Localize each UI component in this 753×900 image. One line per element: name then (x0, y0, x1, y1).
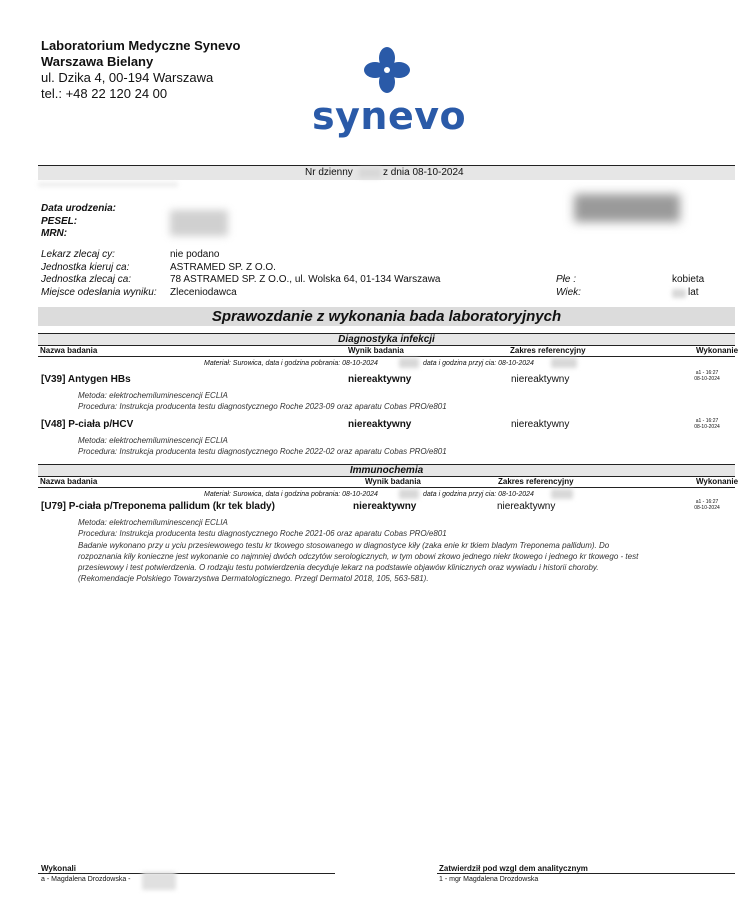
daily-number-label: Nr dzienny (305, 167, 353, 178)
material-received: data i godzina przyj cia: 08-10-2024 (423, 491, 534, 498)
lab-address: ul. Dzika 4, 00-194 Warszawa (41, 70, 214, 85)
col-range: Zakres referencyjny (510, 346, 586, 355)
test-method: Metoda: elektrochemiluminescencji ECLIA (78, 518, 228, 527)
doctor-value: nie podano (170, 249, 220, 260)
test-done (692, 371, 722, 382)
footer-divider (437, 873, 735, 874)
col-done: Wykonanie (696, 346, 739, 355)
ordering-label: Jednostka zlecaj ca: (41, 274, 132, 285)
test-procedure: Procedura: Instrukcja producenta testu diagnostycznego Roche 2023-09 oraz aparatu Cobas PRO/e801 (78, 402, 447, 411)
test-done-time: a1 - 16:27 (695, 499, 719, 505)
pesel-label: PESEL: (41, 215, 78, 227)
birth-label: Data urodzenia: (41, 203, 117, 214)
lab-phone: tel.: +48 22 120 24 00 (41, 86, 168, 101)
redacted-age (672, 289, 686, 298)
report-date: z dnia 08-10-2024 (383, 167, 464, 178)
redacted-time (399, 358, 419, 368)
approved-value: 1 - mgr Magdalena Drozdowska (439, 876, 539, 883)
synevo-logo (312, 44, 467, 139)
test-name: [V39] Antygen HBs (41, 374, 131, 385)
col-range: Zakres referencyjny (498, 477, 574, 486)
unit-value: ASTRAMED SP. Z O.O. (170, 262, 276, 273)
flower-icon (312, 44, 462, 96)
section-title-immunochemistry: Immunochemia (38, 464, 735, 477)
redacted-patient-name (574, 194, 680, 222)
test-done-time: a1 - 16:27 (695, 418, 719, 424)
test-done (692, 500, 722, 511)
col-result: Wynik badania (348, 346, 404, 355)
redacted-time (551, 358, 577, 368)
unit-label: Jednostka kieruj ca: (41, 262, 130, 273)
logo-text: synevo (312, 94, 467, 138)
material-received: data i godzina przyj cia: 08-10-2024 (423, 360, 534, 367)
performed-value: a - Magdalena Drozdowska - (41, 876, 131, 883)
test-note: Badanie wykonano przy u yciu przesiewowego testu kr tkowego stosowanego w diagnostyce kiły (zaka enie kr tkiem bladym Treponema pallidum). Do (78, 541, 610, 550)
section-title-infections: Diagnostyka infekcji (38, 333, 735, 346)
ordering-value: 78 ASTRAMED SP. Z O.O., ul. Wolska 64, 01-134 Warszawa (170, 274, 441, 285)
test-done-date: 08-10-2024 (694, 423, 720, 430)
send-value: Zleceniodawca (170, 287, 237, 298)
test-done (692, 419, 722, 430)
col-done: Wykonanie (696, 477, 739, 486)
test-name: [U79] P-ciała p/Treponema pallidum (kr tek blady) (41, 501, 275, 512)
performed-label: Wykonali (41, 864, 76, 873)
send-label: Miejsce odesłania wyniku: (41, 287, 157, 298)
lab-name (41, 38, 240, 70)
test-result: niereaktywny (348, 419, 412, 430)
test-range: niereaktywny (511, 419, 570, 430)
test-note: rozpoznania kiły konieczne jest wykonanie co najmniej dwóch odczytów serologicznych, w tym obowi zkowo jednego niekr tkowego i jednego kr tkowego - test (78, 552, 639, 561)
test-name: [V48] P-ciała p/HCV (41, 419, 134, 430)
sex-label: Płe : (556, 274, 577, 285)
column-headers (38, 477, 739, 488)
column-headers (38, 346, 739, 357)
sex-value: kobieta (672, 274, 705, 285)
col-name: Nazwa badania (40, 477, 98, 486)
test-result: niereaktywny (348, 374, 412, 385)
test-note: przesiewowy i test potwierdzenia. O rodzaju testu potwierdzenia decyduje lekarz na podstawie objawów klinicznych oraz wywiadu i historii choroby. (78, 563, 599, 572)
test-range: niereaktywny (511, 374, 570, 385)
redacted-time (551, 489, 573, 499)
test-note: (Rekomendacje Polskiego Towarzystwa Dermatologicznego. Przegl Dermatol 2018, 105, 563-581). (78, 574, 429, 583)
mrn-label: MRN: (41, 228, 68, 239)
redacted-patient-id (170, 210, 228, 236)
lab-name-line1: Laboratorium Medyczne Synevo (41, 38, 241, 53)
redacted-time (399, 489, 419, 499)
test-done-time: a1 - 16:27 (695, 370, 719, 376)
redacted-signature (142, 872, 176, 890)
test-range: niereaktywny (497, 501, 556, 512)
approved-label: Zatwierdził pod wzgl dem analitycznym (439, 864, 588, 873)
redacted-line (38, 182, 178, 187)
age-label: Wiek: (556, 287, 581, 298)
report-title-bar (38, 307, 735, 326)
material-info: Materiał: Surowica, data i godzina pobrania: 08-10-2024 (204, 491, 378, 498)
col-name: Nazwa badania (40, 346, 98, 355)
test-result: niereaktywny (353, 501, 417, 512)
test-done-date: 08-10-2024 (694, 504, 720, 511)
report-title: Sprawozdanie z wykonania bada laboratoryjnych (211, 308, 562, 325)
redacted-number (359, 168, 381, 178)
test-done-date: 08-10-2024 (694, 375, 720, 382)
lab-name-line2: Warszawa Bielany (41, 54, 154, 69)
col-result: Wynik badania (365, 477, 421, 486)
test-method: Metoda: elektrochemiluminescencji ECLIA (78, 391, 228, 400)
test-method: Metoda: elektrochemiluminescencji ECLIA (78, 436, 228, 445)
material-info: Materiał: Surowica, data i godzina pobrania: 08-10-2024 (204, 360, 378, 367)
patient-labels (41, 203, 116, 241)
test-procedure: Procedura: Instrukcja producenta testu diagnostycznego Roche 2021-06 oraz aparatu Cobas PRO/e801 (78, 529, 447, 538)
daily-number-bar (38, 165, 735, 180)
footer-divider (38, 873, 335, 874)
age-value: lat (688, 287, 699, 298)
doctor-label: Lekarz zlecaj cy: (41, 249, 115, 260)
test-procedure: Procedura: Instrukcja producenta testu diagnostycznego Roche 2022-02 oraz aparatu Cobas PRO/e801 (78, 447, 447, 456)
